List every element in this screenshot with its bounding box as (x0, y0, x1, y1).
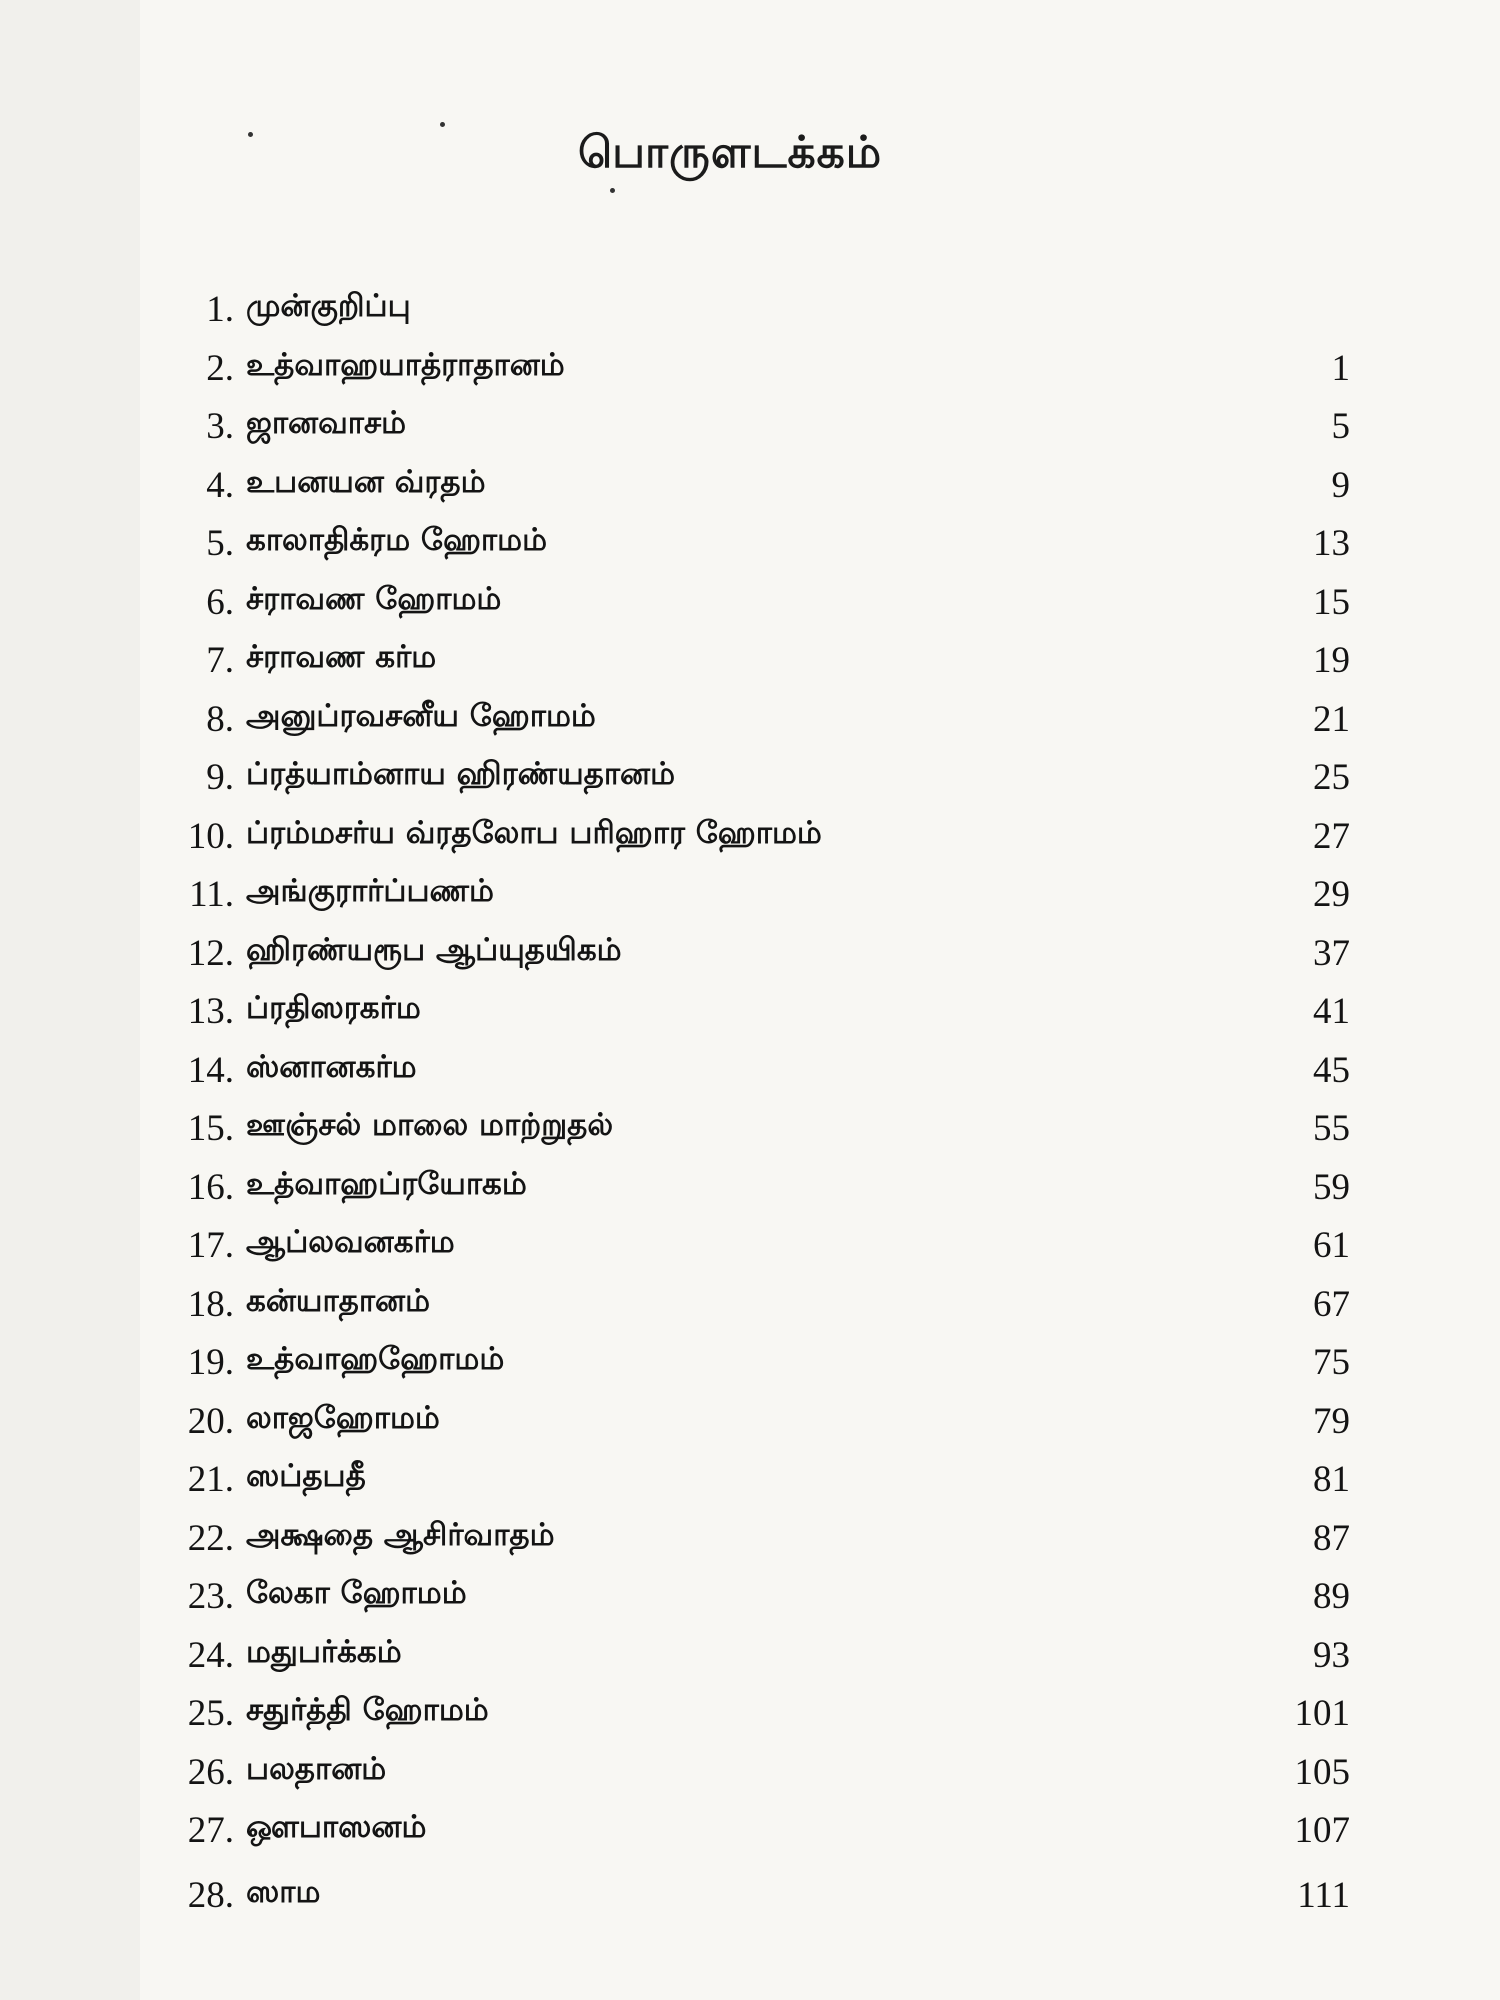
entry-number: 4. (206, 464, 234, 506)
entry-number: 20. (187, 1400, 234, 1442)
entry-number: 28. (187, 1874, 234, 1916)
entry-page-number: 61 (1313, 1225, 1350, 1266)
toc-entry (160, 1458, 1350, 1517)
toc-entry (160, 990, 1350, 1049)
entry-title: அனுப்ரவசனீய ஹோமம் (246, 697, 596, 734)
entry-page-number: 45 (1313, 1049, 1350, 1091)
entry-title: ஊஞ்சல் மாலை மாற்றுதல் (246, 1107, 614, 1143)
entry-page-number: 105 (1294, 1751, 1350, 1793)
page-title: பொருளடக்கம் (578, 127, 883, 179)
toc-entry (160, 1341, 1350, 1400)
toc-entry (160, 1400, 1350, 1459)
entry-number: 21. (187, 1459, 234, 1500)
entry-number: 25. (187, 1693, 234, 1734)
entry-number: 24. (187, 1634, 234, 1676)
entry-title: ப்ரதிஸரகர்ம (246, 990, 421, 1026)
page-gutter-shadow (0, 0, 140, 2000)
entry-number: 6. (206, 581, 234, 623)
entry-page-number: 81 (1313, 1459, 1350, 1500)
toc-entry (160, 1874, 1350, 1933)
entry-number: 22. (187, 1517, 234, 1559)
table-of-contents (160, 288, 1350, 1932)
entry-number: 15. (187, 1108, 234, 1149)
entry-page-number: 15 (1313, 581, 1350, 623)
entry-title: அங்குரார்ப்பணம் (246, 873, 494, 909)
toc-entry (160, 1575, 1350, 1634)
entry-title: ஜானவாசம் (246, 405, 407, 441)
entry-number: 18. (187, 1283, 234, 1325)
entry-page-number: 75 (1313, 1342, 1350, 1383)
toc-entry (160, 932, 1350, 991)
entry-page-number: 25 (1313, 757, 1350, 798)
toc-entry (160, 1107, 1350, 1166)
toc-entry (160, 1049, 1350, 1108)
entry-title: பலதானம் (246, 1750, 387, 1787)
entry-title: ஔபாஸனம் (246, 1809, 427, 1845)
entry-title: உத்வாஹஹோமம் (246, 1341, 505, 1377)
entry-page-number: 13 (1313, 523, 1350, 564)
entry-page-number: 21 (1313, 698, 1350, 740)
entry-number: 19. (187, 1342, 234, 1383)
toc-entry (160, 464, 1350, 523)
toc-entry (160, 639, 1350, 698)
entry-page-number: 27 (1313, 815, 1350, 857)
entry-title: உத்வாஹப்ரயோகம் (246, 1165, 527, 1202)
entry-title: ஆப்லவனகர்ம (246, 1224, 455, 1260)
entry-title: ப்ரம்மசர்ய வ்ரதலோப பரிஹார ஹோமம் (246, 814, 822, 851)
toc-entry (160, 1692, 1350, 1751)
entry-number: 9. (206, 757, 234, 798)
entry-page-number: 101 (1294, 1693, 1350, 1734)
entry-number: 12. (187, 932, 234, 974)
entry-page-number: 111 (1297, 1874, 1350, 1916)
entry-title: ச்ராவண ஹோமம் (246, 580, 502, 617)
entry-number: 23. (187, 1576, 234, 1617)
entry-page-number: 1 (1331, 347, 1350, 389)
toc-entry (160, 1517, 1350, 1576)
entry-page-number: 93 (1313, 1634, 1350, 1676)
entry-title: ஸாம (246, 1873, 321, 1910)
toc-entry (160, 756, 1350, 815)
entry-page-number: 41 (1313, 991, 1350, 1032)
entry-title: ப்ரத்யாம்னாய ஹிரண்யதானம் (246, 756, 676, 792)
entry-number: 16. (187, 1166, 234, 1208)
entry-number: 3. (206, 406, 234, 447)
entry-title: ச்ராவண கர்ம (246, 639, 437, 675)
entry-page-number: 29 (1313, 874, 1350, 915)
entry-number: 14. (187, 1049, 234, 1091)
entry-page-number: 55 (1313, 1108, 1350, 1149)
entry-number: 10. (187, 815, 234, 857)
entry-title: காலாதிக்ரம ஹோமம் (246, 522, 548, 558)
entry-title: ஸ்னானகர்ம (246, 1048, 417, 1085)
entry-page-number: 107 (1294, 1810, 1350, 1851)
entry-number: 13. (187, 991, 234, 1032)
entry-title: சதுர்த்தி ஹோமம் (246, 1692, 489, 1728)
toc-entry (160, 347, 1350, 406)
entry-page-number: 5 (1331, 406, 1350, 447)
entry-title: உத்வாஹயாத்ராதானம் (246, 346, 565, 383)
toc-entry (160, 405, 1350, 464)
entry-number: 17. (187, 1225, 234, 1266)
ink-speck (440, 122, 445, 127)
entry-number: 1. (206, 289, 234, 330)
entry-number: 27. (187, 1810, 234, 1851)
toc-entry (160, 698, 1350, 757)
entry-title: ஹிரண்யரூப ஆப்யுதயிகம் (246, 931, 622, 968)
entry-number: 8. (206, 698, 234, 740)
entry-title: லேகா ஹோமம் (246, 1575, 467, 1611)
entry-page-number: 9 (1331, 464, 1350, 506)
entry-page-number: 79 (1313, 1400, 1350, 1442)
entry-title: லாஜஹோமம் (246, 1399, 440, 1436)
entry-page-number: 59 (1313, 1166, 1350, 1208)
toc-entry (160, 1809, 1350, 1868)
toc-entry (160, 1224, 1350, 1283)
toc-entry (160, 581, 1350, 640)
toc-entry (160, 1751, 1350, 1810)
entry-number: 7. (206, 640, 234, 681)
entry-page-number: 67 (1313, 1283, 1350, 1325)
toc-entry (160, 815, 1350, 874)
ink-speck (248, 132, 253, 137)
ink-speck (610, 188, 615, 193)
entry-number: 5. (206, 523, 234, 564)
entry-title: கன்யாதானம் (246, 1282, 431, 1319)
toc-entry (160, 1166, 1350, 1225)
entry-page-number: 89 (1313, 1576, 1350, 1617)
toc-entry (160, 1283, 1350, 1342)
toc-entry (160, 288, 1350, 347)
toc-entry (160, 522, 1350, 581)
entry-number: 2. (206, 347, 234, 389)
entry-number: 11. (189, 874, 234, 915)
entry-title: உபனயன வ்ரதம் (246, 463, 486, 500)
entry-title: முன்குறிப்பு (246, 288, 411, 324)
entry-page-number: 19 (1313, 640, 1350, 681)
entry-title: அக்ஷதை ஆசிர்வாதம் (246, 1516, 555, 1553)
entry-title: ஸப்தபதீ (246, 1458, 366, 1494)
toc-entry (160, 873, 1350, 932)
entry-title: மதுபர்க்கம் (246, 1633, 402, 1670)
entry-page-number: 87 (1313, 1517, 1350, 1559)
toc-entry (160, 1634, 1350, 1693)
entry-page-number: 37 (1313, 932, 1350, 974)
entry-number: 26. (187, 1751, 234, 1793)
